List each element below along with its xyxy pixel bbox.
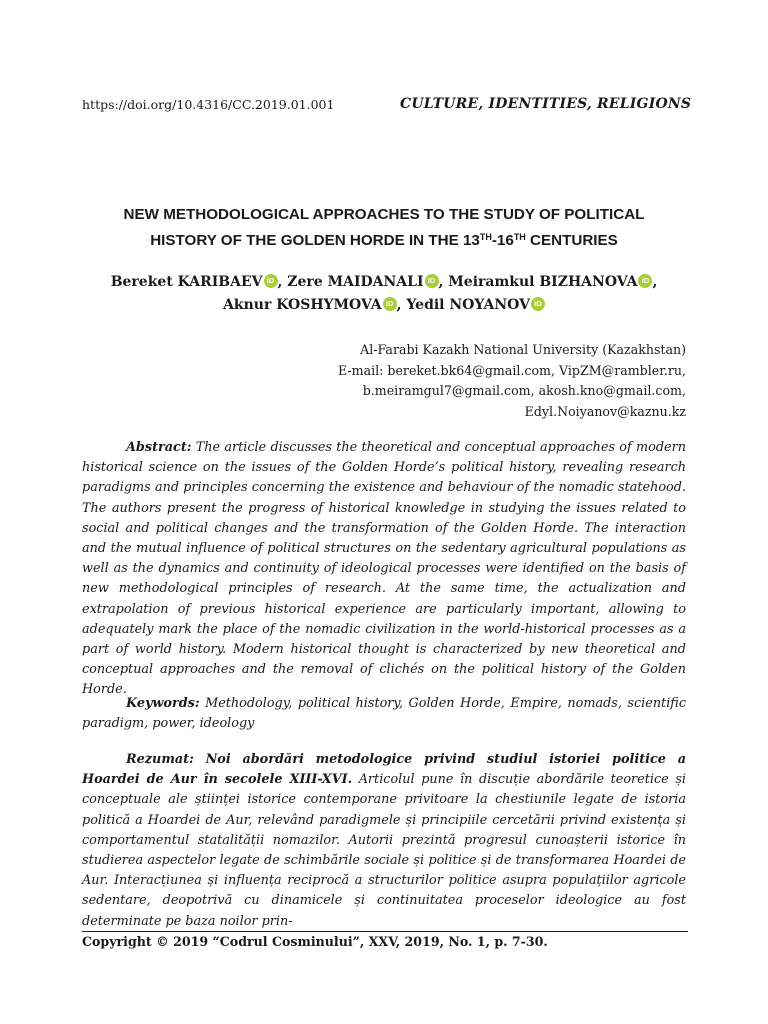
author-name: Aknur KOSHYMOVA: [223, 297, 382, 313]
author-name: Zere MAIDANALI: [287, 274, 424, 290]
author-name: Yedil NOYANOV: [406, 297, 530, 313]
doi-link[interactable]: https://doi.org/10.4316/CC.2019.01.001: [82, 97, 335, 112]
journal-section: CULTURE, IDENTITIES, RELIGIONS: [400, 96, 692, 112]
copyright: Copyright © 2019 “Codrul Cosminului”, XXV, 2019, No. 1, p. 7-30.: [82, 934, 548, 949]
authors-line-2: Aknur KOSHYMOVA iD , Yedil NOYANOV iD: [60, 294, 708, 317]
rezumat-label: Rezumat: Noi abordări metodologice privind studiul istoriei politice a Hoardei de Aur în secolele XIII-XVI.: [82, 752, 686, 788]
keywords-label: Keywords:: [126, 696, 200, 711]
footer-divider: [82, 931, 688, 932]
rezumat: [82, 750, 686, 932]
email-line[interactable]: E-mail: bereket.bk64@gmail.com, VipZM@rambler.ru,: [337, 362, 686, 378]
superscript-th-2: TH: [513, 232, 526, 242]
authors: [60, 271, 708, 317]
abstract: [82, 438, 686, 701]
institution: Al-Farabi Kazakh National University (Kazakhstan): [360, 342, 686, 357]
author-name: Meiramkul BIZHANOVA: [448, 274, 638, 290]
superscript-th-1: TH: [479, 232, 492, 242]
keywords-text: Methodology, political history, Golden Horde, Empire, nomads, scientific paradigm, power, ideology: [82, 696, 686, 732]
article-title: [60, 203, 708, 252]
abstract-label: Abstract:: [126, 440, 192, 455]
author-name: Bereket KARIBAEV: [110, 274, 263, 290]
keywords: [82, 694, 686, 734]
title-line-2-end: CENTURIES: [525, 232, 618, 249]
email-line[interactable]: Edyl.Noiyanov@kaznu.kz: [524, 403, 686, 419]
title-line-1: NEW METHODOLOGICAL APPROACHES TO THE STUDY OF POLITICAL: [123, 206, 645, 223]
rezumat-text: Articolul pune în discuție abordările teoretice și conceptuale ale științei istorice contemporane privitoare la chestiunile legate de istoria politică a Hoardei de Aur, relevând paradigmele și principiile cercetării privind existența și comportamentul statalității nomazilor. Autorii prezintă progresul cunoașterii istorice în studierea aspectelor legate de schimbările sociale și politice și de transformarea Hoardei de Aur. Interacțiunea și influența reciprocă a structurilor politice asupra populațiilor agricole sedentare, deopotrivă cu dinamicele și continuitatea proceselor ideologice au fost determinate pe baza noilor prin-: [82, 772, 686, 929]
orcid-icon[interactable]: iD: [425, 274, 439, 288]
orcid-icon[interactable]: iD: [531, 297, 545, 311]
orcid-icon[interactable]: iD: [383, 297, 397, 311]
orcid-icon[interactable]: iD: [638, 274, 652, 288]
orcid-icon[interactable]: iD: [264, 274, 278, 288]
email-line[interactable]: b.meiramgul7@gmail.com, akosh.kno@gmail.com,: [362, 383, 686, 398]
title-line-2-start: HISTORY OF THE GOLDEN HORDE IN THE 13: [150, 232, 480, 249]
title-dash: -16: [491, 232, 514, 249]
affiliation: [266, 340, 686, 422]
abstract-text: The article discusses the theoretical and conceptual approaches of modern historical science on the issues of the Golden Horde’s political history, revealing research paradigms and principles concerning the existence and behaviour of the nomadic statehood. The authors present the progress of historical knowledge in studying the issues related to social and political changes and the transformation of the Golden Horde. The interaction and the mutual influence of political structures on the sedentary agricultural populations as well as the dynamics and continuity of ideological processes were identified on the basis of new methodological principles of research. At the same time, the actualization and extrapolation of previous historical experience are particularly important, allowing to adequately mark the place of the nomadic civilization in the world-historical processes as a part of world history. Modern historical thought is characterized by new theoretical and conceptual approaches and the removal of clichés on the political history of the Golden Horde.: [82, 440, 686, 698]
authors-line-1: Bereket KARIBAEV iD , Zere MAIDANALI iD , Meiramkul BIZHANOVA iD ,: [110, 274, 658, 290]
title-line-2: [60, 226, 708, 252]
